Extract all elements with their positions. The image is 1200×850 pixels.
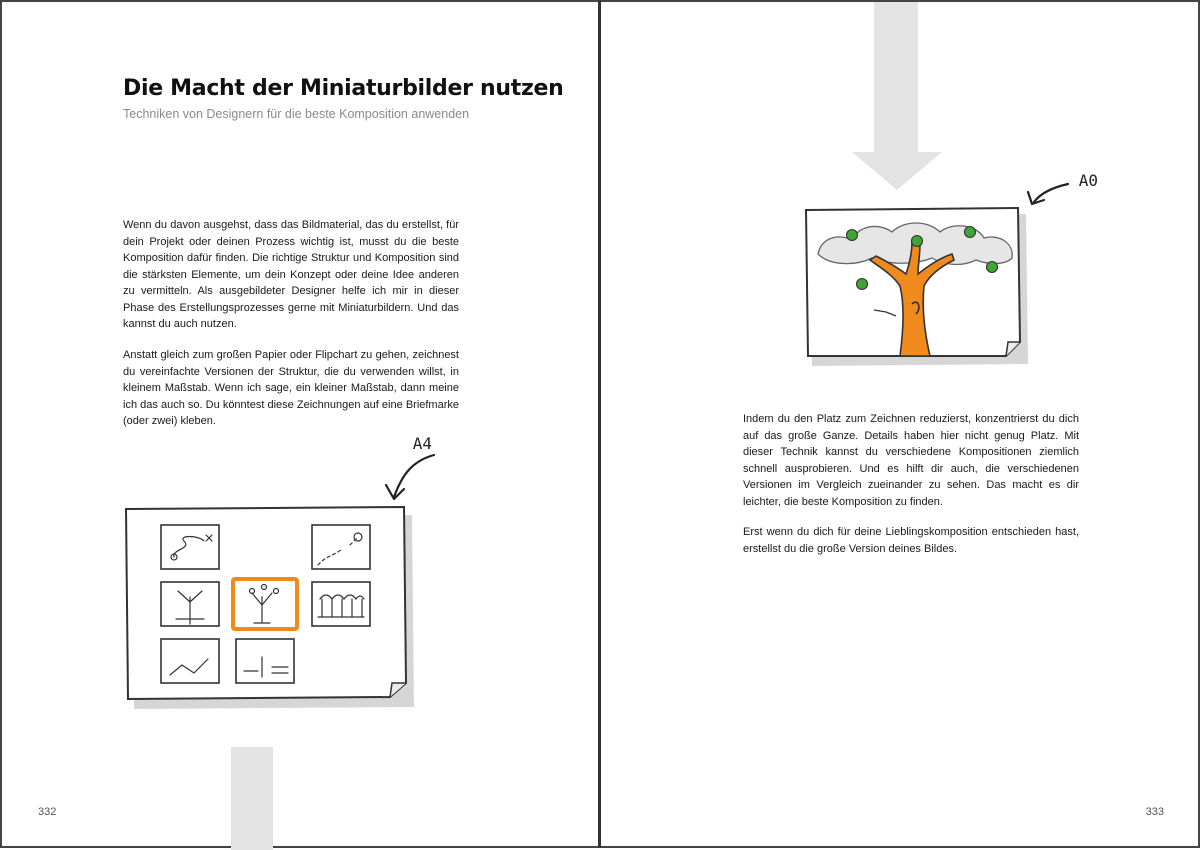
apple-icon: [965, 227, 976, 238]
book-gutter: [598, 0, 601, 848]
page-title: Die Macht der Miniaturbilder nutzen: [123, 76, 564, 101]
right-paragraph-1: Indem du den Platz zum Zeichnen reduzierst, konzentrierst du dich auf das große Ganze. Details haben hier nicht genug Platz. Mit dieser Technik kannst du verschiedene Kompositionen ziemlich schnell ausprobieren. Und es hilft dir auch, die verschiedenen Versionen im Vergleich zueinander zu sehen. Das macht es dir leichter, die beste Komposition zu finden.: [743, 413, 1079, 508]
apple-icon: [847, 230, 858, 241]
right-page: [600, 0, 1200, 848]
pointer-arrow-icon: [1034, 184, 1068, 202]
thumbnail-selected: [233, 579, 297, 629]
thumbnail-trees-row: [312, 582, 370, 626]
apple-icon: [857, 279, 868, 290]
apple-icon: [912, 236, 923, 247]
a0-label: A0: [1078, 171, 1098, 190]
page-number-left: 332: [38, 806, 57, 818]
page-subtitle: Techniken von Designern für die beste Komposition anwenden: [123, 107, 470, 121]
pointer-arrow-icon: [394, 455, 434, 497]
thumbnail-people: [236, 639, 294, 683]
thumbnail-process: [161, 639, 219, 683]
a4-label: A4: [412, 434, 432, 453]
right-paragraph-2: Erst wenn du dich für deine Lieblingskomposition entschieden hast, erstellst du die große Version deines Bildes.: [743, 526, 1079, 555]
left-page: [0, 0, 600, 848]
thumbnail-journey: [312, 525, 370, 569]
gray-arrow-stem: [231, 747, 273, 850]
a0-sheet-illustration: [800, 162, 1110, 372]
apple-icon: [987, 262, 998, 273]
left-paragraph-2: Anstatt gleich zum großen Papier oder Flipchart zu gehen, zeichnest du vereinfachte Versionen der Struktur, die du verwenden willst, in kleinem Maßstab. Wenn ich sage, ein kleiner Maßstab, dann meine ich das auch so. Du könntest diese Zeichnungen auf eine Briefmarke (oder zwei) kleben.: [123, 349, 459, 427]
left-paragraph-1: Wenn du davon ausgehst, dass das Bildmaterial, das du erstellst, für dein Projekt oder deinen Prozess wichtig ist, musst du die beste Komposition dafür finden. Die richtige Struktur und Komposition sind die stärksten Elemente, um dein Konzept oder deine Idee anderen zu vermitteln. Als ausgebildeter Designer helfe ich mir in dieser Phase des Erstellungsprozesses gerne mit Miniaturbildern. Und das kannst du auch nutzen.: [123, 219, 459, 330]
page-number-right: 333: [1145, 806, 1164, 818]
thumbnail-path: [161, 525, 219, 569]
a4-sheet-illustration: [112, 427, 432, 717]
